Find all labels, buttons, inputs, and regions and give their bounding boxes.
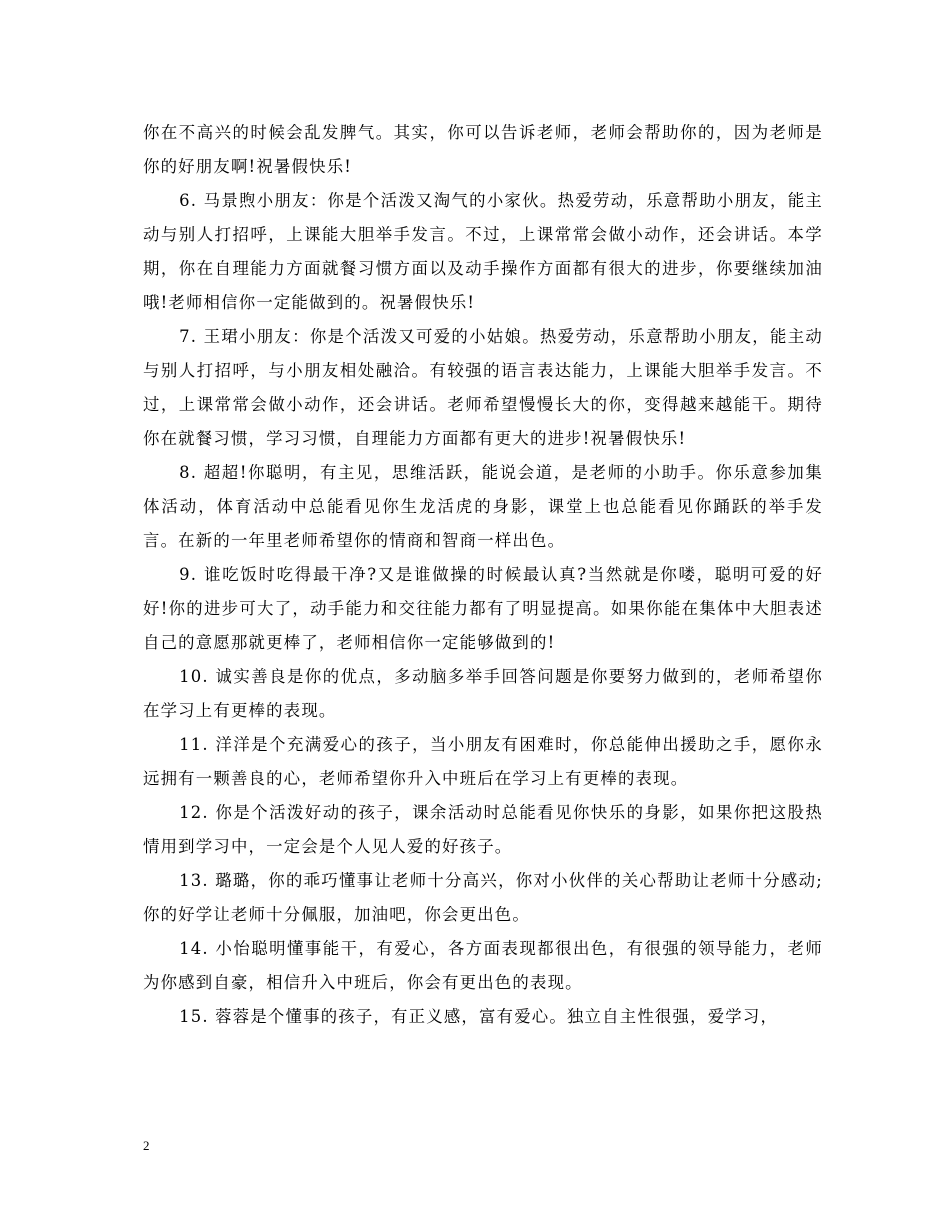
paragraph-11: 11. 洋洋是个充满爱心的孩子，当小朋友有困难时，你总能伸出援助之手，愿你永远拥有一颗善良的心，老师希望你升入中班后在学习上有更棒的表现。 [143, 735, 823, 788]
paragraph-continuation: 你在不高兴的时候会乱发脾气。其实，你可以告诉老师，老师会帮助你的，因为老师是你的好朋友啊!祝暑假快乐! [143, 123, 823, 176]
paragraph-13: 13. 璐璐，你的乖巧懂事让老师十分高兴，你对小伙伴的关心帮助让老师十分感动;你的好学让老师十分佩服，加油吧，你会更出色。 [143, 871, 823, 924]
page-number: 2 [143, 1138, 150, 1153]
paragraph-9: 9. 谁吃饭时吃得最干净?又是谁做操的时候最认真?当然就是你喽，聪明可爱的好好!你的进步可大了，动手能力和交往能力都有了明显提高。如果你能在集体中大胆表述自己的意愿那就更棒了，老师相信你一定能够做到的! [143, 565, 823, 652]
paragraph-15: 15. 蓉蓉是个懂事的孩子，有正义感，富有爱心。独立自主性很强，爱学习， [179, 1007, 779, 1026]
paragraph-10: 10. 诚实善良是你的优点，多动脑多举手回答问题是你要努力做到的，老师希望你在学习上有更棒的表现。 [143, 667, 823, 720]
paragraph-7: 7. 王珺小朋友：你是个活泼又可爱的小姑娘。热爱劳动，乐意帮助小朋友，能主动与别人打招呼，与小朋友相处融洽。有较强的语言表达能力，上课能大胆举手发言。不过，上课常常会做小动作，还会讲话。老师希望慢慢长大的你，变得越来越能干。期待你在就餐习惯，学习习惯，自理能力方面都有更大的进步!祝暑假快乐! [143, 327, 823, 448]
body-text [143, 116, 823, 1034]
paragraph-8: 8. 超超!你聪明，有主见，思维活跃，能说会道，是老师的小助手。你乐意参加集体活动，体育活动中总能看见你生龙活虎的身影，课堂上也总能看见你踊跃的举手发言。在新的一年里老师希望你的情商和智商一样出色。 [143, 463, 823, 550]
paragraph-14: 14. 小怡聪明懂事能干，有爱心，各方面表现都很出色，有很强的领导能力，老师为你感到自豪，相信升入中班后，你会有更出色的表现。 [143, 939, 823, 992]
paragraph-12: 12. 你是个活泼好动的孩子，课余活动时总能看见你快乐的身影，如果你把这股热情用到学习中，一定会是个人见人爱的好孩子。 [143, 803, 823, 856]
paragraph-6: 6. 马景煦小朋友：你是个活泼又淘气的小家伙。热爱劳动，乐意帮助小朋友，能主动与别人打招呼，上课能大胆举手发言。不过，上课常常会做小动作，还会讲话。本学期，你在自理能力方面就餐习惯方面以及动手操作方面都有很大的进步，你要继续加油哦!老师相信你一定能做到的。祝暑假快乐! [143, 191, 823, 312]
